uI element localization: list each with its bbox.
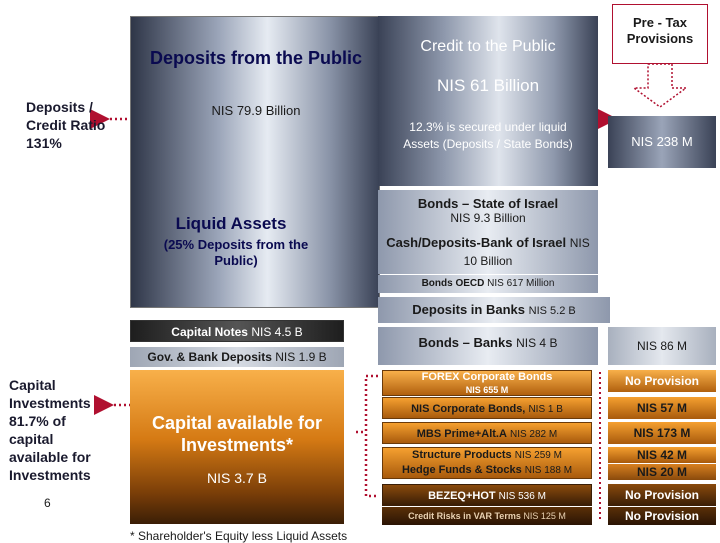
bonds-state-title: Bonds – State of Israel <box>417 196 559 211</box>
mbs-box <box>382 422 592 444</box>
provision-credit-risks: No Provision <box>608 507 716 525</box>
bonds-state-amount: NIS 9.3 Billion <box>450 211 526 225</box>
bonds-state-box <box>378 190 598 234</box>
gov-deposits-amount: NIS 1.9 B <box>275 350 327 364</box>
gov-deposits-title: Gov. & Bank Deposits <box>147 350 272 364</box>
credit-risks-box <box>382 507 592 525</box>
mbs-amount: NIS 282 M <box>509 429 558 440</box>
footnote: * Shareholder's Equity less Liquid Assets <box>130 529 348 543</box>
provision-credit: NIS 238 M <box>608 116 716 168</box>
provision-corporate: NIS 57 M <box>608 397 716 419</box>
liquid-assets-sub: (25% Deposits from the Public) <box>163 237 309 268</box>
structure-hedge-box <box>382 447 592 479</box>
capital-notes-title: Capital Notes <box>171 325 248 339</box>
hedge-amount: NIS 188 M <box>524 465 573 476</box>
cash-deposits-box <box>378 234 598 274</box>
forex-amount: NIS 655 M <box>465 385 509 395</box>
hedge-title: Hedge Funds & Stocks <box>401 464 522 476</box>
provision-mbs: NIS 173 M <box>608 422 716 444</box>
oecd-box <box>378 275 598 293</box>
credit-risks-title: Credit Risks in VAR Terms <box>408 511 521 521</box>
credit-amount: NIS 61 Billion <box>436 76 540 95</box>
forex-title: FOREX Corporate Bonds <box>421 371 553 383</box>
corporate-title: NIS Corporate Bonds, <box>411 403 526 415</box>
provision-structure: NIS 42 M <box>608 447 716 463</box>
corporate-box <box>382 397 592 419</box>
provisions-callout: Pre - Tax Provisions <box>612 4 708 64</box>
capital-notes-box <box>130 320 344 342</box>
cash-title: Cash/Deposits-Bank of Israel <box>386 235 567 250</box>
forex-box <box>382 370 592 396</box>
structure-title: Structure Products <box>412 449 512 461</box>
deposits-banks-title: Deposits in Banks <box>412 302 525 317</box>
capital-available-block <box>130 370 344 524</box>
bonds-banks-box <box>378 327 598 365</box>
page-number: 6 <box>44 496 51 510</box>
credit-risks-amount: NIS 125 M <box>523 511 566 521</box>
capital-investments-label: Capital Investments 81.7% of capital available for Investments <box>9 377 91 483</box>
down-arrow-icon <box>630 64 690 108</box>
bezeq-amount: NIS 536 M <box>498 491 546 502</box>
cash-amount: NIS 10 Billion <box>463 236 590 268</box>
deposits-amount: NIS 79.9 Billion <box>211 103 301 118</box>
gov-deposits-box <box>130 347 344 367</box>
corporate-amount: NIS 1 B <box>528 404 563 415</box>
capital-notes-amount: NIS 4.5 B <box>251 325 303 339</box>
provision-hedge: NIS 20 M <box>608 464 716 480</box>
liquid-assets-title: Liquid Assets <box>175 214 287 233</box>
credit-secured-text: 12.3% is secured under liquid Assets (Deposits / State Bonds) <box>403 120 573 151</box>
deposits-banks-amount: NIS 5.2 B <box>528 305 576 317</box>
deposits-block <box>130 16 380 308</box>
structure-amount: NIS 259 M <box>514 450 562 461</box>
provision-bezeq: No Provision <box>608 484 716 506</box>
deposits-title: Deposits from the Public <box>149 48 363 68</box>
mbs-title: MBS Prime+Alt.A <box>416 428 507 440</box>
oecd-title: Bonds OECD <box>421 278 485 289</box>
capital-available-amount: NIS 3.7 B <box>207 470 267 486</box>
provision-forex: No Provision <box>608 370 716 392</box>
oecd-amount: NIS 617 Million <box>487 278 555 289</box>
capital-available-title: Capital available for Investments* <box>151 413 323 455</box>
bonds-banks-title: Bonds – Banks <box>418 335 513 350</box>
deposits-banks-box <box>378 297 610 323</box>
credit-block <box>378 16 598 186</box>
bezeq-box <box>382 484 592 506</box>
bonds-banks-amount: NIS 4 B <box>516 336 558 350</box>
provision-bonds-banks: NIS 86 M <box>608 327 716 365</box>
deposits-credit-ratio-label: Deposits / Credit Ratio 131% <box>26 99 106 151</box>
credit-title: Credit to the Public <box>420 38 556 55</box>
bezeq-title: BEZEQ+HOT <box>428 490 496 502</box>
investments-bracket <box>366 376 378 496</box>
